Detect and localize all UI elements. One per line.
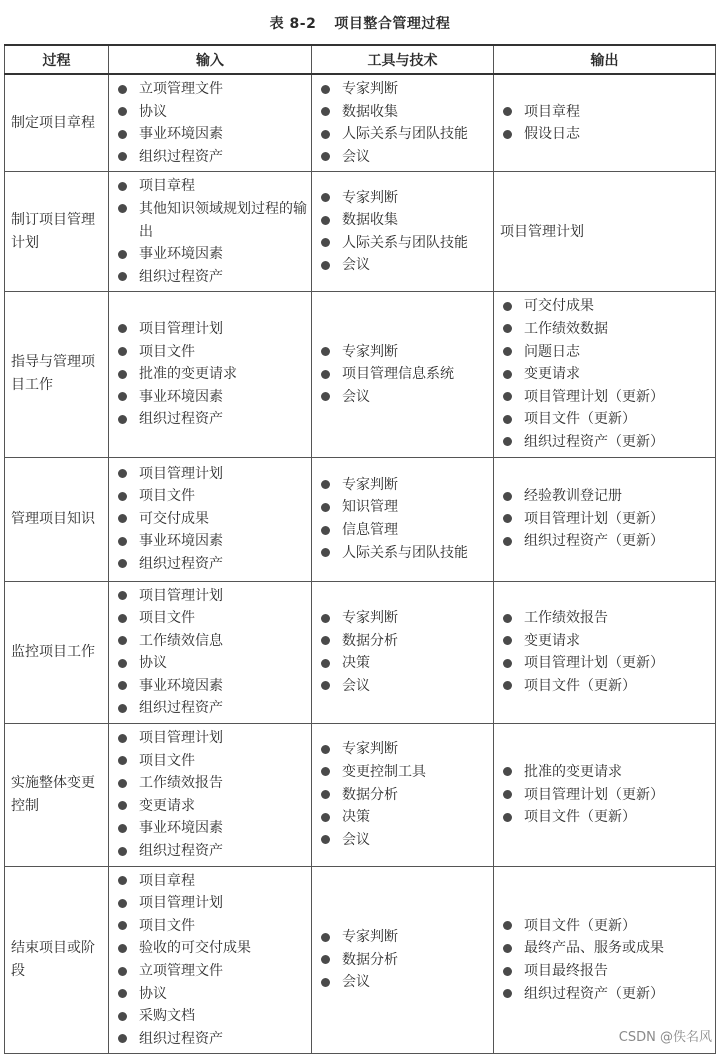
- list-item: 项目文件: [115, 750, 307, 773]
- outputs-list: [500, 761, 711, 829]
- list-item: 立项管理文件: [115, 78, 307, 101]
- list-item: 数据分析: [318, 630, 489, 653]
- tools-list: [318, 474, 489, 564]
- watermark: CSDN @佚名风: [618, 1030, 712, 1045]
- inputs-list: [115, 463, 307, 576]
- list-item: 项目文件（更新）: [500, 915, 711, 938]
- table-row: [5, 457, 716, 581]
- list-item: 事业环境因素: [115, 243, 307, 266]
- list-item: 工作绩效报告: [500, 607, 711, 630]
- outputs-list: [500, 915, 711, 1005]
- list-item: 决策: [318, 806, 489, 829]
- outputs-list: [500, 607, 711, 697]
- tools-list: [318, 187, 489, 277]
- list-item: 会议: [318, 146, 489, 169]
- list-item: 项目管理信息系统: [318, 363, 489, 386]
- outputs-list: [500, 485, 711, 553]
- list-item: 假设日志: [500, 123, 711, 146]
- list-item: 项目文件: [115, 607, 307, 630]
- list-item: 项目管理计划（更新）: [500, 386, 711, 409]
- inputs-cell: [109, 74, 312, 172]
- header-outputs: 输出: [494, 45, 716, 74]
- list-item: 协议: [115, 652, 307, 675]
- tools-cell: [312, 581, 494, 724]
- process-name-cell: 管理项目知识: [5, 457, 109, 581]
- outputs-list: [500, 101, 711, 146]
- table-row: [5, 74, 716, 172]
- tools-list: [318, 341, 489, 409]
- list-item: 最终产品、服务或成果: [500, 937, 711, 960]
- list-item: 事业环境因素: [115, 530, 307, 553]
- inputs-list: [115, 727, 307, 863]
- list-item: 专家判断: [318, 607, 489, 630]
- list-item: 人际关系与团队技能: [318, 542, 489, 565]
- header-row: [5, 45, 716, 74]
- list-item: 立项管理文件: [115, 960, 307, 983]
- list-item: 变更请求: [500, 363, 711, 386]
- process-name-cell: 指导与管理项目工作: [5, 292, 109, 457]
- list-item: 组织过程资产（更新）: [500, 983, 711, 1006]
- list-item: 经验教训登记册: [500, 485, 711, 508]
- header-inputs: 输入: [109, 45, 312, 74]
- list-item: 可交付成果: [500, 295, 711, 318]
- list-item: 决策: [318, 652, 489, 675]
- tools-list: [318, 738, 489, 851]
- list-item: 数据分析: [318, 949, 489, 972]
- outputs-cell: [494, 292, 716, 457]
- list-item: 项目管理计划: [115, 463, 307, 486]
- list-item: 项目管理计划: [115, 727, 307, 750]
- list-item: 会议: [318, 386, 489, 409]
- list-item: 项目文件: [115, 485, 307, 508]
- table-row: [5, 172, 716, 292]
- inputs-list: [115, 78, 307, 168]
- list-item: 项目管理计划（更新）: [500, 652, 711, 675]
- list-item: 组织过程资产: [115, 1028, 307, 1051]
- list-item: 工作绩效数据: [500, 318, 711, 341]
- list-item: 事业环境因素: [115, 817, 307, 840]
- list-item: 专家判断: [318, 187, 489, 210]
- inputs-cell: [109, 457, 312, 581]
- tools-cell: [312, 292, 494, 457]
- list-item: 组织过程资产: [115, 146, 307, 169]
- outputs-cell: [494, 581, 716, 724]
- list-item: 专家判断: [318, 341, 489, 364]
- list-item: 变更控制工具: [318, 761, 489, 784]
- table-title: 项目整合管理过程: [334, 16, 451, 32]
- list-item: 项目章程: [500, 101, 711, 124]
- list-item: 事业环境因素: [115, 386, 307, 409]
- list-item: 组织过程资产: [115, 697, 307, 720]
- list-item: 组织过程资产: [115, 266, 307, 289]
- list-item: 其他知识领域规划过程的输出: [115, 198, 307, 243]
- tools-list: [318, 78, 489, 168]
- list-item: 验收的可交付成果: [115, 937, 307, 960]
- tools-cell: [312, 457, 494, 581]
- header-process: 过程: [5, 45, 109, 74]
- list-item: 组织过程资产: [115, 553, 307, 576]
- list-item: 专家判断: [318, 78, 489, 101]
- list-item: 项目管理计划: [115, 318, 307, 341]
- list-item: 项目章程: [115, 870, 307, 893]
- list-item: 专家判断: [318, 738, 489, 761]
- inputs-cell: [109, 292, 312, 457]
- integration-process-table: [4, 44, 716, 1054]
- outputs-cell: [494, 172, 716, 292]
- tools-cell: [312, 74, 494, 172]
- inputs-cell: [109, 172, 312, 292]
- list-item: 专家判断: [318, 474, 489, 497]
- list-item: 组织过程资产（更新）: [500, 530, 711, 553]
- list-item: 项目管理计划: [115, 892, 307, 915]
- list-item: 项目最终报告: [500, 960, 711, 983]
- tools-cell: [312, 172, 494, 292]
- inputs-list: [115, 175, 307, 288]
- list-item: 项目管理计划: [115, 585, 307, 608]
- list-item: 可交付成果: [115, 508, 307, 531]
- list-item: 项目文件: [115, 915, 307, 938]
- list-item: 会议: [318, 829, 489, 852]
- list-item: 变更请求: [500, 630, 711, 653]
- list-item: 会议: [318, 675, 489, 698]
- process-name-cell: 结束项目或阶段: [5, 866, 109, 1054]
- list-item: 工作绩效信息: [115, 630, 307, 653]
- outputs-list: [500, 295, 711, 453]
- list-item: 采购文档: [115, 1005, 307, 1028]
- table-row: [5, 292, 716, 457]
- table-row: [5, 866, 716, 1054]
- list-item: 组织过程资产: [115, 408, 307, 431]
- inputs-cell: [109, 866, 312, 1054]
- list-item: 批准的变更请求: [115, 363, 307, 386]
- list-item: 人际关系与团队技能: [318, 232, 489, 255]
- tools-list: [318, 926, 489, 994]
- process-name-cell: 实施整体变更控制: [5, 724, 109, 867]
- inputs-list: [115, 870, 307, 1051]
- list-item: 知识管理: [318, 496, 489, 519]
- table-row: [5, 581, 716, 724]
- list-item: 数据分析: [318, 784, 489, 807]
- inputs-cell: [109, 724, 312, 867]
- tools-cell: [312, 866, 494, 1054]
- list-item: 项目管理计划（更新）: [500, 508, 711, 531]
- list-item: 问题日志: [500, 341, 711, 364]
- list-item: 项目文件（更新）: [500, 675, 711, 698]
- table-number: 表 8-2: [269, 16, 317, 32]
- list-item: 项目文件（更新）: [500, 408, 711, 431]
- process-name-cell: 制订项目管理计划: [5, 172, 109, 292]
- outputs-cell: [494, 724, 716, 867]
- list-item: 工作绩效报告: [115, 772, 307, 795]
- list-item: 数据收集: [318, 101, 489, 124]
- list-item: 数据收集: [318, 209, 489, 232]
- output-text: 项目管理计划: [500, 223, 584, 240]
- list-item: 信息管理: [318, 519, 489, 542]
- inputs-cell: [109, 581, 312, 724]
- tools-list: [318, 607, 489, 697]
- list-item: 事业环境因素: [115, 675, 307, 698]
- table-body: [5, 74, 716, 1054]
- list-item: 事业环境因素: [115, 123, 307, 146]
- list-item: 组织过程资产（更新）: [500, 431, 711, 454]
- inputs-list: [115, 585, 307, 721]
- process-name-cell: 制定项目章程: [5, 74, 109, 172]
- list-item: 协议: [115, 983, 307, 1006]
- list-item: 会议: [318, 254, 489, 277]
- outputs-cell: [494, 457, 716, 581]
- table-caption: [0, 13, 720, 33]
- list-item: 项目文件（更新）: [500, 806, 711, 829]
- process-name-cell: 监控项目工作: [5, 581, 109, 724]
- list-item: 组织过程资产: [115, 840, 307, 863]
- list-item: 项目文件: [115, 341, 307, 364]
- list-item: 协议: [115, 101, 307, 124]
- list-item: 项目管理计划（更新）: [500, 784, 711, 807]
- table-row: [5, 724, 716, 867]
- inputs-list: [115, 318, 307, 431]
- list-item: 变更请求: [115, 795, 307, 818]
- header-tools: 工具与技术: [312, 45, 494, 74]
- tools-cell: [312, 724, 494, 867]
- list-item: 会议: [318, 971, 489, 994]
- list-item: 项目章程: [115, 175, 307, 198]
- list-item: 专家判断: [318, 926, 489, 949]
- list-item: 人际关系与团队技能: [318, 123, 489, 146]
- list-item: 批准的变更请求: [500, 761, 711, 784]
- outputs-cell: [494, 74, 716, 172]
